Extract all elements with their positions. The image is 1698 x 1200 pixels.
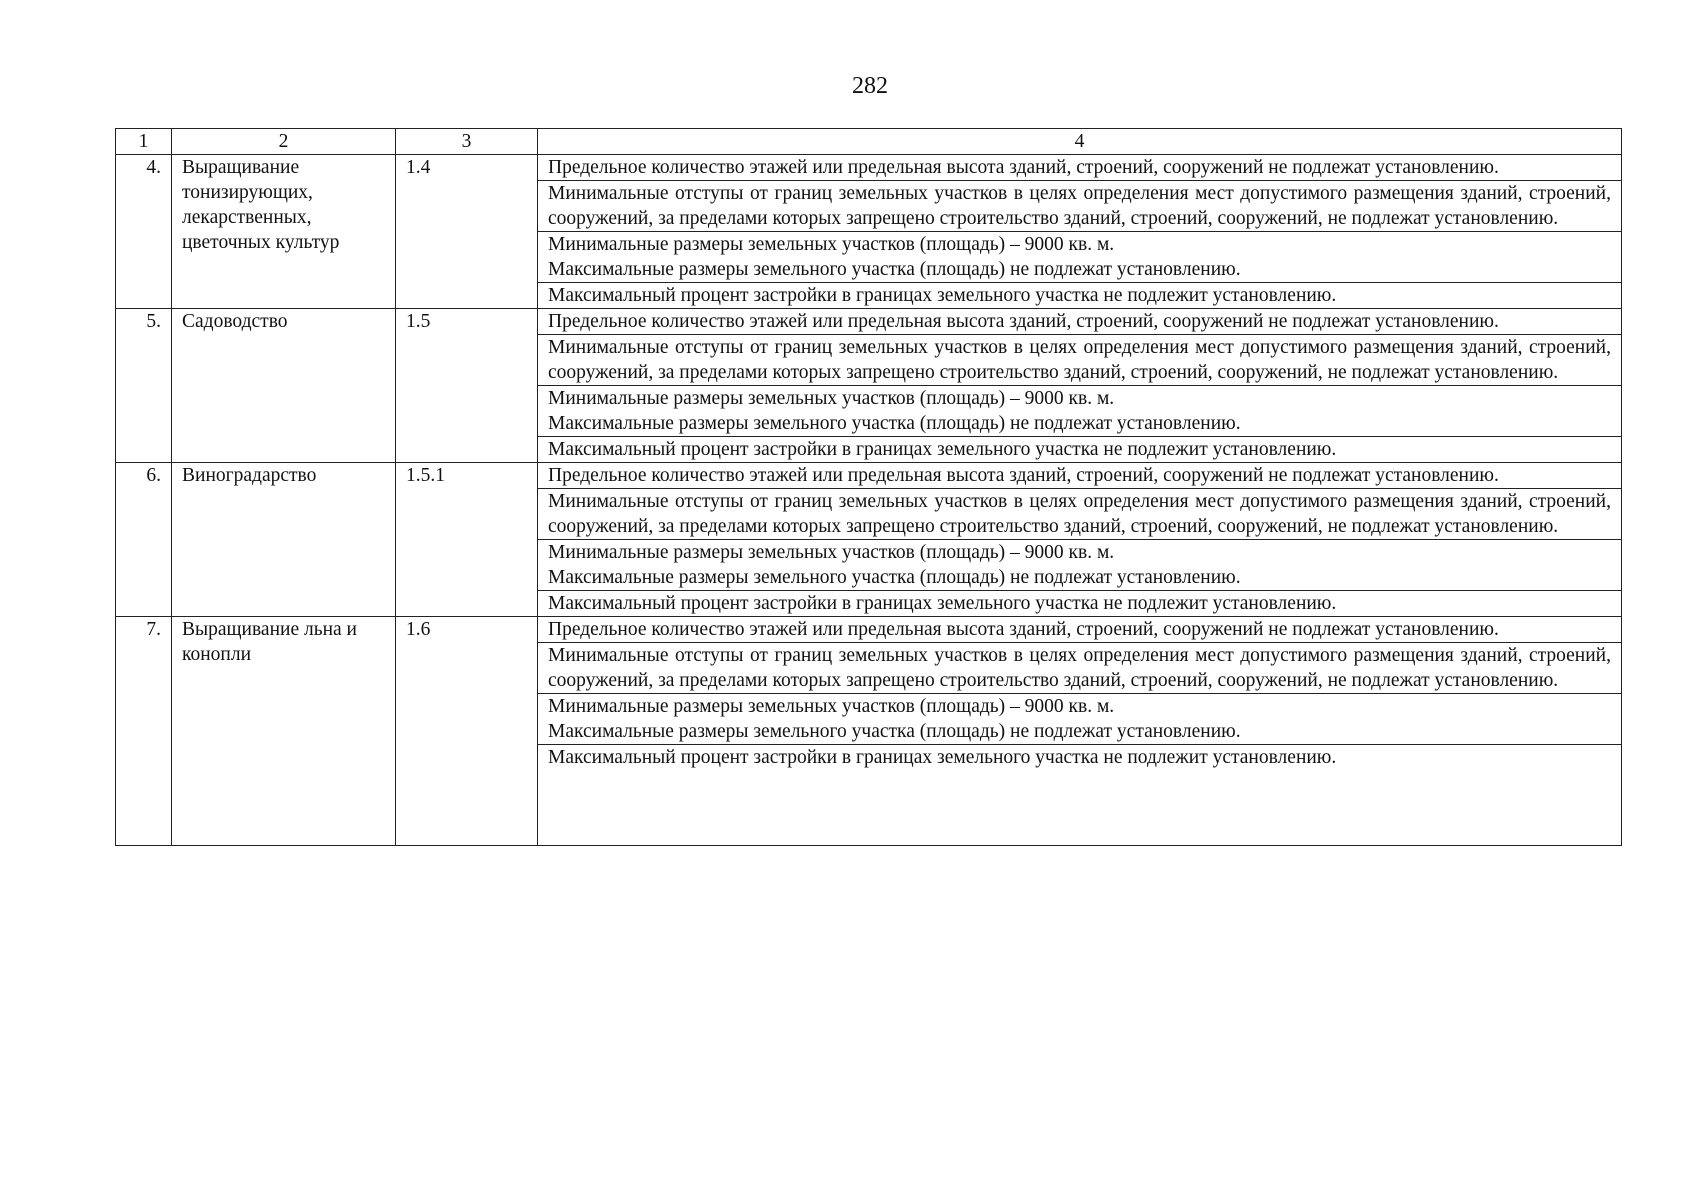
table-row: [116, 155, 1622, 181]
param-setbacks: Минимальные отступы от границ земельных участков в целях определения мест допустимого размещения зданий, строений, сооружений, за пределами которых запрещено строительство зданий, строений, сооружений, не подлежат установлению.: [538, 335, 1622, 386]
row-number: 7.: [116, 617, 172, 846]
param-min-plot-size: Минимальные размеры земельных участков (площадь) – 9000 кв. м.: [548, 388, 1115, 409]
param-max-plot-size: Максимальные размеры земельного участка (площадь) не подлежат установлению.: [548, 721, 1241, 742]
row-number: 6.: [116, 463, 172, 617]
header-cell-4: 4: [538, 129, 1622, 155]
land-use-code: 1.4: [396, 155, 538, 309]
land-use-name: Выращивание льна и конопли: [172, 617, 396, 846]
header-cell-2: 2: [172, 129, 396, 155]
param-setbacks: Минимальные отступы от границ земельных участков в целях определения мест допустимого размещения зданий, строений, сооружений, за пределами которых запрещено строительство зданий, строений, сооружений, не подлежат установлению.: [538, 181, 1622, 232]
table-header-row: [116, 129, 1622, 155]
param-max-plot-size: Максимальные размеры земельного участка (площадь) не подлежат установлению.: [548, 567, 1241, 588]
land-use-name: Садоводство: [172, 309, 396, 463]
param-building-percent: Максимальный процент застройки в границах земельного участка не подлежит установлению.: [538, 745, 1622, 846]
row-number: 4.: [116, 155, 172, 309]
table-row: [116, 463, 1622, 489]
param-plot-size: [538, 694, 1622, 745]
header-cell-1: 1: [116, 129, 172, 155]
param-height: Предельное количество этажей или предельная высота зданий, строений, сооружений не подлежат установлению.: [538, 463, 1622, 489]
param-setbacks: Минимальные отступы от границ земельных участков в целях определения мест допустимого размещения зданий, строений, сооружений, за пределами которых запрещено строительство зданий, строений, сооружений, не подлежат установлению.: [538, 643, 1622, 694]
row-number: 5.: [116, 309, 172, 463]
land-use-code: 1.5: [396, 309, 538, 463]
param-setbacks: Минимальные отступы от границ земельных участков в целях определения мест допустимого размещения зданий, строений, сооружений, за пределами которых запрещено строительство зданий, строений, сооружений, не подлежат установлению.: [538, 489, 1622, 540]
param-height: Предельное количество этажей или предельная высота зданий, строений, сооружений не подлежат установлению.: [538, 617, 1622, 643]
param-plot-size: [538, 540, 1622, 591]
param-height: Предельное количество этажей или предельная высота зданий, строений, сооружений не подлежат установлению.: [538, 155, 1622, 181]
land-use-code: 1.5.1: [396, 463, 538, 617]
regulations-table: [115, 128, 1622, 846]
param-building-percent: Максимальный процент застройки в границах земельного участка не подлежит установлению.: [538, 283, 1622, 309]
land-use-name: Виноградарство: [172, 463, 396, 617]
param-plot-size: [538, 232, 1622, 283]
param-building-percent: Максимальный процент застройки в границах земельного участка не подлежит установлению.: [538, 437, 1622, 463]
param-min-plot-size: Минимальные размеры земельных участков (площадь) – 9000 кв. м.: [548, 542, 1115, 563]
param-height: Предельное количество этажей или предельная высота зданий, строений, сооружений не подлежат установлению.: [538, 309, 1622, 335]
param-building-percent: Максимальный процент застройки в границах земельного участка не подлежит установлению.: [538, 591, 1622, 617]
param-max-plot-size: Максимальные размеры земельного участка (площадь) не подлежат установлению.: [548, 413, 1241, 434]
land-use-name: Выращивание тонизирующих, лекарственных, цветочных культур: [172, 155, 396, 309]
table-row: [116, 309, 1622, 335]
param-max-plot-size: Максимальные размеры земельного участка (площадь) не подлежат установлению.: [548, 259, 1241, 280]
header-cell-3: 3: [396, 129, 538, 155]
param-plot-size: [538, 386, 1622, 437]
page-number: 282: [852, 73, 888, 99]
land-use-code: 1.6: [396, 617, 538, 846]
table-row: [116, 617, 1622, 643]
param-min-plot-size: Минимальные размеры земельных участков (площадь) – 9000 кв. м.: [548, 234, 1115, 255]
param-min-plot-size: Минимальные размеры земельных участков (площадь) – 9000 кв. м.: [548, 696, 1115, 717]
